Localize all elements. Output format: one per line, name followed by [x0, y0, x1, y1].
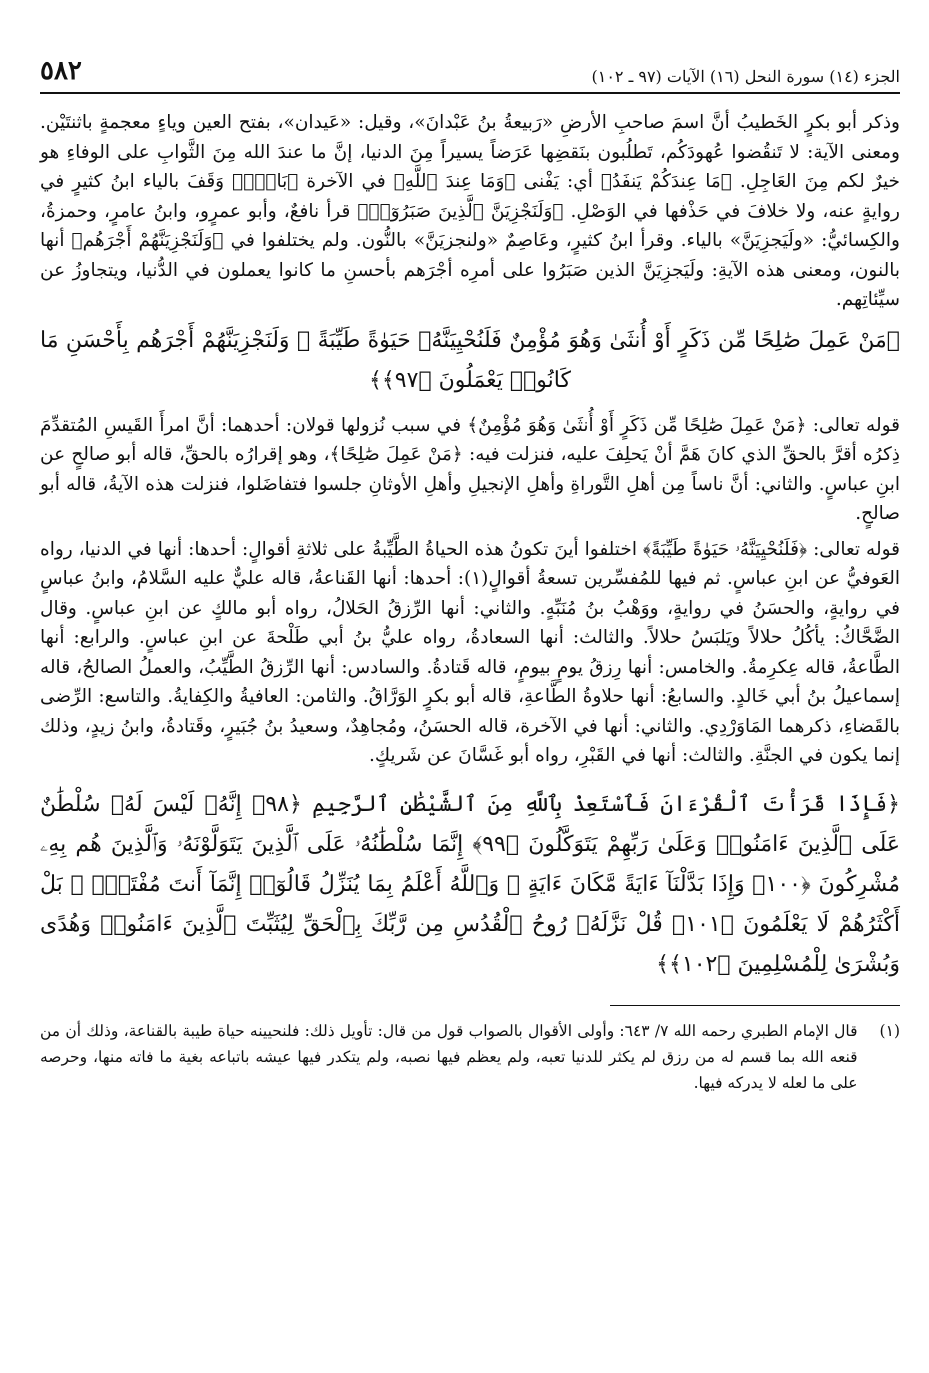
page-header	[40, 56, 900, 94]
commentary-paragraph-1: وذكر أبو بكرٍ الخَطيبُ أنَّ اسمَ صاحبِ الأرضِ «رَبيعةُ بنُ عَبْدانَ»، وقيل: «عَيدان»، بفتح العين وياءٍ معجمةٍ باثنتَيْن. ومعنى الآية: لا تَنقُضوا عُهودَكُم، تَطلُبون بنَقضِها عَرَضاً يسيراً مِنَ الدنيا، إنَّ ما عندَ الله مِنَ الثَّوابِ على الوفاءِ هو خيرٌ لكم مِنَ العَاجِلِ. ﴿مَا عِندَكُمْ يَنفَدُ﴾ أي: يَفْنى ﴿وَمَا عِندَ ٱللَّهِ﴾ في الآخرة ﴿بَاقٍۢ﴾ وَقَفَ بالياء ابنُ كثيرٍ في روايةٍ عنه، ولا خلافَ في حَذْفها في الوَصْلِ. ﴿وَلَنَجْزِيَنَّ ٱلَّذِينَ صَبَرُوٓا۟﴾ قرأ نافعٌ، وأبو عمرٍو، وابنُ عامرٍ، وحمزةُ، والكِسائيُّ: «ولَيَجزِيَنَّ» بالياء. وقرأ ابنُ كثيرٍ، وعَاصِمٌ «ولنجزيَنَّ» بالنُّون. ولم يختلفوا في ﴿وَلَنَجْزِيَنَّهُمْ أَجْرَهُم﴾ أنها بالنون، ومعنى هذه الآيةِ: ولَيَجزِيَنَّ الذين صَبَرُوا على أمرِه أجْرَهم بأحسنِ ما كانوا يعملون في الدُّنيا، ويتجاوزُ عن سيِّئاتِهم.	[40, 112, 900, 310]
footnote-divider	[610, 1005, 900, 1006]
commentary-paragraph-2: قوله تعالى: ﴿مَنْ عَمِلَ صَٰلِحًا مِّن ذَكَرٍ أَوْ أُنثَىٰ وَهُوَ مُؤْمِنٌ﴾ في سبب نُزولها قولان: أحدهما: أنَّ امرأَ القَيسِ المُتقدِّمَ ذِكرُه أقرَّ بالحقِّ الذي كانَ هَمَّ أنْ يَحلِفَ عليه، فنزلت فيه: ﴿مَنْ عَمِلَ صَٰلِحًا﴾، وهو إقرارُه بالحقِّ، قاله أبو صالحٍ عن ابنِ عباسٍ. والثاني: أنَّ ناساً مِن أهلِ التَّوراةِ وأهلِ الإنجيلِ وأهلِ الأوثانِ جلسوا فتفاضَلوا، فنزلت هذه الآيةُ، قاله أبو صالحٍ.	[40, 414, 900, 524]
footnote-number: (١)	[879, 1021, 900, 1040]
quran-verse-97: ﴿مَنْ عَمِلَ صَٰلِحًا مِّن ذَكَرٍ أَوْ أُنثَىٰ وَهُوَ مُؤْمِنٌ فَلَنُحْيِيَنَّهُۥ حَيَوٰةً طَيِّبَةً ۖ وَلَنَجْزِيَنَّهُمْ أَجْرَهُم بِأَحْسَنِ مَا كَانُوا۟ يَعْمَلُونَ ﴿٩٧﴾﴾	[40, 327, 900, 393]
commentary-paragraph-3: قوله تعالى: ﴿فَلَنُحْيِيَنَّهُۥ حَيَوٰةً طَيِّبَةً﴾ اختلفوا أينَ تكونُ هذه الحياةُ الطَّيِّبةُ على ثلاثةِ أقوالٍ: أحدها: أنها في الدنيا، رواه العَوفيُّ عن ابنِ عباسٍ. ثم فيها للمُفسِّرين تسعةُ أقوالٍ(١): أحدها: أنها القَناعةُ، قاله عليٌّ عليه السَّلامُ، وابنُ عباسٍ في روايةٍ، والحسَنُ في روايةٍ، ووَهْبُ بنُ مُنَبِّهٍ. والثاني: أنها الرِّزقُ الحَلالُ، رواه أبو مالكٍ عن ابنِ عباسٍ. وقال الضَّحَّاكُ: يأكُلُ حلالاً ويَلبَسُ حلالاً. والثالث: أنها السعادةُ، رواه عليُّ بنُ أبي طَلْحةَ عن ابنِ عباسٍ. والرابع: أنها الطَّاعةُ، قاله عِكرِمةُ. والخامس: أنها رِزقُ يومٍ بيومٍ، قاله قَتادةُ. والسادس: أنها الرِّزقُ الطَّيِّبُ، والعملُ الصالحُ، قاله إسماعيلُ بنُ أبي خَالدٍ. والسابعُ: أنها حلاوةُ الطَّاعةِ، قاله أبو بكرٍ الوَرَّاقُ. والثامن: العافيةُ والكِفايةُ. والتاسع: الرِّضى بالقَضاءِ، ذكرهما المَاوَرْدِي. والثاني: أنها في الآخرة، قاله الحسَنُ، ومُجاهِدٌ، وسعيدُ بنُ جُبَيرٍ، وقَتادةُ، وابنُ زيدٍ، وذلك إنما يكون في الجنَّةِ. والثالث: أنها في القَبْرِ، رواه أبو غَسَّانَ عن شَريكٍ.	[40, 538, 900, 766]
book-page	[40, 56, 900, 1096]
footnote	[40, 1018, 900, 1096]
footnote-text: قال الإمام الطبري رحمه الله ٧/ ٦٤٣: وأولى الأقوال بالصواب قول من قال: تأويل ذلك: فلنحيينه حياة طيبة بالقناعة، وذلك أن من قنعه الله بما قسم له من رزق لم يكثر للدنيا تعبه، ولم يعظم فيها نصبه، ولم يتكدر فيها عيشه باتباعه بغية ما فاته منها، وحرصه على ما لعله لا يدركه فيها.	[40, 1021, 858, 1092]
page-number: ٥٨٢	[40, 56, 82, 86]
running-head: الجزء (١٤) سورة النحل (١٦) الآيات (٩٧ ـ ١٠٢)	[591, 67, 900, 86]
quran-verses-98-102: ﴿فَإِذَا قَرَأْتَ ٱلْقُرْءَانَ فَٱسْتَعِذْ بِٱللَّهِ مِنَ ٱلشَّيْطَٰنِ ٱلرَّجِيمِ ﴿٩٨﴾ إِنَّهُۥ لَيْسَ لَهُۥ سُلْطَٰنٌ عَلَى ٱلَّذِينَ ءَامَنُوا۟ وَعَلَىٰ رَبِّهِمْ يَتَوَكَّلُونَ ﴿٩٩﴾ إِنَّمَا سُلْطَٰنُهُۥ عَلَى ٱلَّذِينَ يَتَوَلَّوْنَهُۥ وَٱلَّذِينَ هُم بِهِۦ مُشْرِكُونَ ﴿١٠٠﴾ وَإِذَا بَدَّلْنَآ ءَايَةً مَّكَانَ ءَايَةٍ ۙ وَٱللَّهُ أَعْلَمُ بِمَا يُنَزِّلُ قَالُوٓا۟ إِنَّمَآ أَنتَ مُفْتَرٍۭ ۚ بَلْ أَكْثَرُهُمْ لَا يَعْلَمُونَ ﴿١٠١﴾ قُلْ نَزَّلَهُۥ رُوحُ ٱلْقُدُسِ مِن رَّبِّكَ بِٱلْحَقِّ لِيُثَبِّتَ ٱلَّذِينَ ءَامَنُوا۟ وَهُدًى وَبُشْرَىٰ لِلْمُسْلِمِينَ ﴿١٠٢﴾﴾	[40, 791, 900, 977]
